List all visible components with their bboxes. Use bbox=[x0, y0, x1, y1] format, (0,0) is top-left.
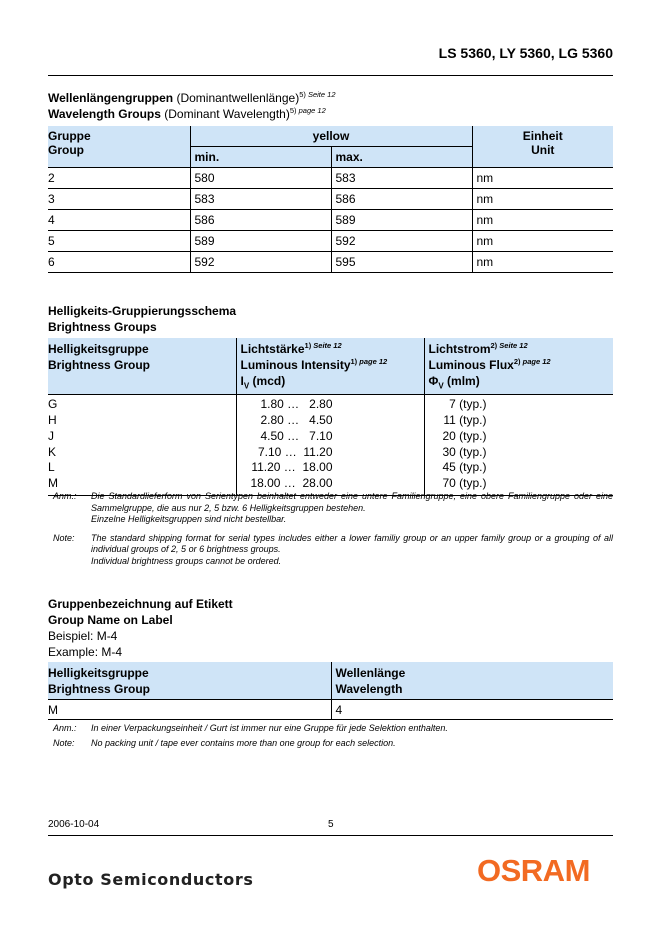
anm-note: Anm.: In einer Verpackungseinheit / Gurt ist immer nur eine Gruppe für jede Selektion enthalten. bbox=[53, 723, 448, 733]
col-header-wavelength: Wellenlänge Wavelength bbox=[331, 662, 613, 699]
col-header-brightness-group: Helligkeitsgruppe Brightness Group bbox=[48, 338, 236, 395]
brightness-table bbox=[48, 338, 613, 496]
footer-date: 2006-10-04 bbox=[48, 819, 100, 830]
company-name: Opto Semiconductors bbox=[48, 870, 254, 889]
col-header-group: Gruppe Group bbox=[48, 126, 190, 167]
label-example: Beispiel: M-4 Example: M-4 bbox=[48, 629, 123, 659]
page-number: 5 bbox=[328, 819, 334, 830]
label-notes bbox=[48, 723, 613, 749]
table-row: 2 580 583 nm bbox=[48, 167, 613, 188]
col-header-min: min. bbox=[190, 146, 331, 167]
wavelength-heading bbox=[48, 90, 336, 122]
footer-divider bbox=[48, 835, 613, 836]
table-row: K 7.10 … 11.20 30 (typ.) bbox=[48, 445, 613, 461]
table-row: 3 583 586 nm bbox=[48, 188, 613, 209]
col-header-max: max. bbox=[331, 146, 472, 167]
table-row: H 2.80 … 4.50 11 (typ.) bbox=[48, 413, 613, 429]
table-row: L 11.20 … 18.00 45 (typ.) bbox=[48, 460, 613, 476]
brightness-notes bbox=[48, 491, 613, 567]
wavelength-heading-de: Wellenlängengruppen (Dominantwellenlänge)$^{5) Seite 12}$ bbox=[48, 90, 336, 105]
col-header-unit: Einheit Unit bbox=[472, 126, 613, 167]
col-header-luminous-flux: Lichtstrom$^{2) Seite 12}$ Luminous Flux$^{2) page 12}$ $\Phi_V$ (mlm) bbox=[424, 338, 613, 395]
table-row: 4 586 589 nm bbox=[48, 209, 613, 230]
col-header-brightness-group: Helligkeitsgruppe Brightness Group bbox=[48, 662, 331, 699]
label-table bbox=[48, 662, 613, 720]
en-note: Note: The standard shipping format for serial types includes either a lower familiy group or an upper family group or a grouping of all individual groups of 2, 5 or 6 brightness groups. Individual brightness groups cannot be ordered. bbox=[53, 532, 613, 566]
en-note: Note: No packing unit / tape ever contains more than one group for each selection. bbox=[53, 737, 396, 748]
wavelength-heading-en: Wavelength Groups (Dominant Wavelength)$^{5) page 12}$ bbox=[48, 106, 326, 121]
osram-logo: OSRAM bbox=[477, 853, 590, 888]
header-divider bbox=[48, 75, 613, 76]
col-header-yellow: yellow bbox=[190, 126, 472, 146]
col-header-luminous-intensity: Lichtstärke$^{1) Seite 12}$ Luminous Intensity$^{1) page 12}$ $I_V$ (mcd) bbox=[236, 338, 424, 395]
brightness-heading: Helligkeits-Gruppierungsschema Brightness Groups bbox=[48, 304, 237, 334]
table-row: M 4 bbox=[48, 699, 613, 719]
label-heading: Gruppenbezeichnung auf Etikett Group Name on Label bbox=[48, 597, 233, 627]
anm-note: Anm.: Die Standardlieferform von Serientypen beinhaltet entweder eine untere Familiengruppe, eine obere Familiengruppe oder eine Sammelgruppe, die aus nur 2, 5 bzw. 6 Helligkeitsgruppen bestehen. Einzelne Helligkeitsgruppen sind nicht bestellbar. bbox=[53, 491, 613, 524]
table-row: G 1.80 … 2.80 7 (typ.) bbox=[48, 395, 613, 413]
document-title: LS 5360, LY 5360, LG 5360 bbox=[438, 45, 613, 61]
table-row: 6 592 595 nm bbox=[48, 251, 613, 272]
table-row: J 4.50 … 7.10 20 (typ.) bbox=[48, 429, 613, 445]
wavelength-table bbox=[48, 126, 613, 273]
table-row: 5 589 592 nm bbox=[48, 230, 613, 251]
table-row: M 18.00 … 28.00 70 (typ.) bbox=[48, 476, 613, 495]
